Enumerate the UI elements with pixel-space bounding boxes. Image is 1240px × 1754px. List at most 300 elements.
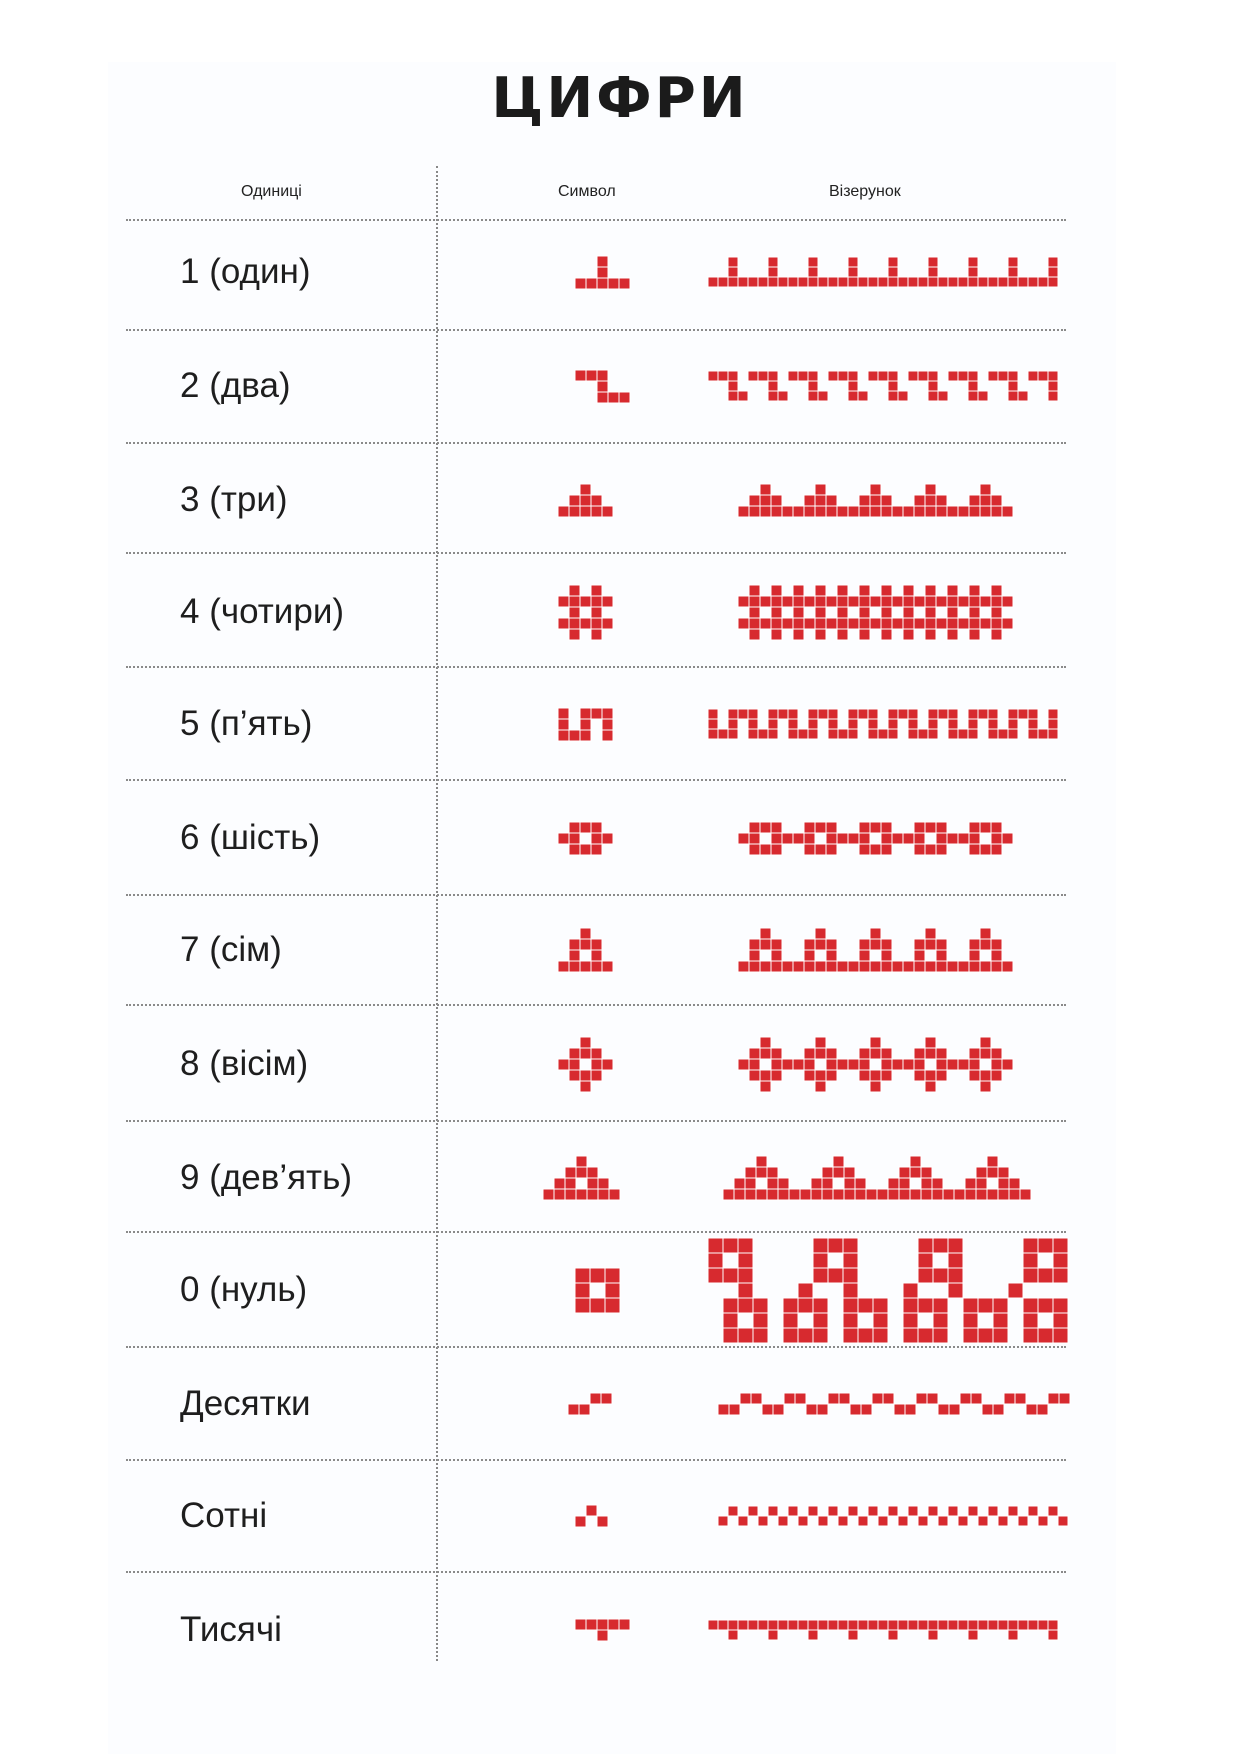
motif-cell: [597, 381, 608, 392]
row-label-zero: 0 (нуль): [180, 1270, 308, 1309]
symbol-nine: [543, 1156, 620, 1200]
pattern-five: [708, 709, 1058, 739]
motif-cell: [948, 1238, 963, 1253]
motif-cell: [760, 596, 771, 607]
motif-cell: [918, 1238, 933, 1253]
symbol-two: [575, 370, 630, 403]
motif-cell: [758, 371, 768, 381]
row-separator: [126, 1459, 1066, 1461]
motif-cell: [815, 928, 826, 939]
motif-cell: [1008, 1630, 1018, 1640]
motif-cell: [936, 1048, 947, 1059]
motif-cell: [914, 950, 925, 961]
motif-cell: [778, 709, 788, 719]
motif-cell: [815, 506, 826, 517]
motif-cell: [958, 506, 969, 517]
motif-cell: [723, 1298, 738, 1313]
motif-cell: [899, 1189, 910, 1200]
motif-cell: [859, 618, 870, 629]
motif-cell: [921, 1167, 932, 1178]
motif-cell: [602, 708, 613, 719]
motif-cell: [870, 596, 881, 607]
motif-cell: [838, 371, 848, 381]
motif-cell: [767, 1189, 778, 1200]
motif-cell: [749, 1070, 760, 1081]
motif-cell: [837, 833, 848, 844]
motif-cell: [991, 833, 1002, 844]
motif-cell: [991, 844, 1002, 855]
motif-cell: [848, 618, 859, 629]
motif-cell: [591, 607, 602, 618]
motif-cell: [751, 1393, 762, 1404]
motif-cell: [760, 822, 771, 833]
motif-cell: [788, 709, 798, 719]
motif-cell: [936, 950, 947, 961]
motif-cell: [833, 1156, 844, 1167]
motif-cell: [602, 719, 613, 730]
motif-cell: [826, 1048, 837, 1059]
motif-cell: [591, 1048, 602, 1059]
motif-cell: [844, 1178, 855, 1189]
motif-cell: [968, 381, 978, 391]
motif-cell: [859, 495, 870, 506]
motif-cell: [749, 506, 760, 517]
motif-cell: [738, 1516, 748, 1526]
motif-cell: [813, 1253, 828, 1268]
motif-cell: [978, 709, 988, 719]
motif-cell: [804, 939, 815, 950]
motif-cell: [760, 939, 771, 950]
motif-cell: [918, 1328, 933, 1343]
motif-cell: [848, 1506, 858, 1516]
motif-cell: [1053, 1253, 1068, 1268]
motif-cell: [815, 618, 826, 629]
motif-cell: [818, 1516, 828, 1526]
motif-cell: [870, 961, 881, 972]
motif-cell: [844, 1189, 855, 1200]
motif-cell: [968, 729, 978, 739]
motif-cell: [969, 585, 980, 596]
motif-cell: [878, 1516, 888, 1526]
motif-cell: [718, 277, 728, 287]
motif-cell: [565, 1178, 576, 1189]
symbol-zero: [575, 1268, 620, 1313]
motif-cell: [793, 961, 804, 972]
motif-cell: [760, 495, 771, 506]
motif-cell: [749, 629, 760, 640]
motif-cell: [758, 277, 768, 287]
motif-cell: [903, 1283, 918, 1298]
motif-cell: [968, 391, 978, 401]
motif-cell: [859, 506, 870, 517]
motif-cell: [723, 1238, 738, 1253]
motif-cell: [991, 618, 1002, 629]
motif-cell: [936, 844, 947, 855]
motif-cell: [881, 506, 892, 517]
motif-cell: [914, 1059, 925, 1070]
motif-cell: [826, 506, 837, 517]
motif-cell: [925, 1048, 936, 1059]
motif-cell: [728, 391, 738, 401]
motif-cell: [928, 1630, 938, 1640]
motif-cell: [1002, 1059, 1013, 1070]
motif-cell: [558, 961, 569, 972]
motif-cell: [748, 729, 758, 739]
motif-cell: [738, 833, 749, 844]
motif-cell: [558, 506, 569, 517]
motif-cell: [813, 1268, 828, 1283]
motif-cell: [723, 1268, 738, 1283]
motif-cell: [837, 618, 848, 629]
motif-cell: [575, 1516, 586, 1527]
motif-cell: [918, 729, 928, 739]
motif-cell: [910, 1167, 921, 1178]
motif-cell: [1023, 1268, 1038, 1283]
motif-cell: [1004, 1393, 1015, 1404]
motif-cell: [569, 1048, 580, 1059]
motif-cell: [928, 391, 938, 401]
motif-cell: [591, 939, 602, 950]
motif-cell: [580, 484, 591, 495]
pattern-thousands: [708, 1620, 1058, 1640]
motif-cell: [978, 391, 988, 401]
motif-cell: [1038, 1298, 1053, 1313]
motif-cell: [718, 371, 728, 381]
row-separator: [126, 552, 1066, 554]
motif-cell: [748, 1620, 758, 1630]
motif-cell: [948, 1620, 958, 1630]
motif-cell: [586, 370, 597, 381]
motif-cell: [1048, 371, 1058, 381]
motif-cell: [958, 833, 969, 844]
motif-cell: [804, 1048, 815, 1059]
motif-cell: [771, 629, 782, 640]
motif-cell: [947, 596, 958, 607]
motif-cell: [767, 1178, 778, 1189]
motif-cell: [778, 391, 788, 401]
motif-cell: [608, 278, 619, 289]
motif-cell: [1037, 1404, 1048, 1415]
motif-cell: [591, 618, 602, 629]
column-divider: [436, 166, 438, 1661]
row-label-two: 2 (два): [180, 366, 291, 405]
motif-cell: [870, 928, 881, 939]
motif-cell: [998, 1178, 1009, 1189]
motif-cell: [938, 1404, 949, 1415]
motif-cell: [1018, 1516, 1028, 1526]
motif-cell: [969, 961, 980, 972]
motif-cell: [756, 1189, 767, 1200]
motif-cell: [837, 585, 848, 596]
motif-cell: [1009, 1178, 1020, 1189]
row-separator: [126, 219, 1066, 221]
motif-cell: [1038, 277, 1048, 287]
motif-cell: [815, 629, 826, 640]
pattern-one: [708, 257, 1058, 287]
motif-cell: [932, 1178, 943, 1189]
motif-cell: [793, 607, 804, 618]
motif-cell: [855, 1189, 866, 1200]
motif-cell: [826, 618, 837, 629]
motif-cell: [988, 1620, 998, 1630]
motif-cell: [782, 596, 793, 607]
motif-cell: [723, 1313, 738, 1328]
motif-cell: [954, 1189, 965, 1200]
motif-cell: [580, 708, 591, 719]
motif-cell: [848, 1620, 858, 1630]
motif-cell: [1023, 1298, 1038, 1313]
motif-cell: [903, 506, 914, 517]
motif-cell: [808, 277, 818, 287]
motif-cell: [708, 1253, 723, 1268]
motif-cell: [575, 1298, 590, 1313]
motif-cell: [878, 729, 888, 739]
motif-cell: [1002, 618, 1013, 629]
pattern-nine: [723, 1156, 1031, 1200]
motif-cell: [591, 961, 602, 972]
row-separator: [126, 329, 1066, 331]
motif-cell: [826, 1059, 837, 1070]
motif-cell: [793, 1059, 804, 1070]
motif-cell: [760, 1081, 771, 1092]
motif-cell: [783, 1313, 798, 1328]
motif-cell: [760, 618, 771, 629]
motif-cell: [903, 1313, 918, 1328]
motif-cell: [738, 1268, 753, 1283]
motif-cell: [858, 391, 868, 401]
motif-cell: [778, 1189, 789, 1200]
motif-cell: [1008, 391, 1018, 401]
motif-cell: [859, 950, 870, 961]
motif-cell: [855, 1178, 866, 1189]
motif-cell: [925, 928, 936, 939]
motif-cell: [788, 719, 798, 729]
motif-cell: [980, 1070, 991, 1081]
motif-cell: [1028, 1506, 1038, 1516]
motif-cell: [881, 939, 892, 950]
motif-cell: [1028, 1620, 1038, 1630]
motif-cell: [848, 719, 858, 729]
motif-cell: [976, 1189, 987, 1200]
motif-cell: [591, 1070, 602, 1081]
motif-cell: [1008, 719, 1018, 729]
motif-cell: [828, 1393, 839, 1404]
motif-cell: [859, 596, 870, 607]
motif-cell: [868, 1620, 878, 1630]
motif-cell: [916, 1393, 927, 1404]
motif-cell: [586, 1505, 597, 1516]
motif-cell: [870, 618, 881, 629]
motif-cell: [969, 629, 980, 640]
motif-cell: [908, 729, 918, 739]
motif-cell: [969, 1070, 980, 1081]
motif-cell: [793, 506, 804, 517]
motif-cell: [598, 1178, 609, 1189]
motif-cell: [958, 596, 969, 607]
motif-cell: [1048, 391, 1058, 401]
motif-cell: [908, 1506, 918, 1516]
motif-cell: [858, 1298, 873, 1313]
motif-cell: [976, 1178, 987, 1189]
motif-cell: [771, 1070, 782, 1081]
motif-cell: [1008, 257, 1018, 267]
motif-cell: [848, 729, 858, 739]
motif-cell: [948, 709, 958, 719]
motif-cell: [580, 730, 591, 741]
motif-cell: [843, 1283, 858, 1298]
motif-cell: [947, 833, 958, 844]
motif-cell: [762, 1404, 773, 1415]
motif-cell: [998, 371, 1008, 381]
motif-cell: [943, 1189, 954, 1200]
motif-cell: [580, 1070, 591, 1081]
motif-cell: [982, 1404, 993, 1415]
motif-cell: [870, 822, 881, 833]
motif-cell: [859, 833, 870, 844]
motif-cell: [881, 1070, 892, 1081]
motif-cell: [928, 719, 938, 729]
motif-cell: [988, 277, 998, 287]
motif-cell: [859, 822, 870, 833]
motif-cell: [888, 1620, 898, 1630]
row-separator: [126, 1120, 1066, 1122]
motif-cell: [822, 1167, 833, 1178]
column-header-pattern: Візерунок: [829, 183, 901, 200]
motif-cell: [804, 961, 815, 972]
motif-cell: [910, 1156, 921, 1167]
motif-cell: [815, 484, 826, 495]
motif-cell: [837, 506, 848, 517]
motif-cell: [963, 1298, 978, 1313]
motif-cell: [914, 833, 925, 844]
motif-cell: [808, 391, 818, 401]
motif-cell: [795, 1393, 806, 1404]
motif-cell: [936, 1059, 947, 1070]
motif-cell: [738, 618, 749, 629]
motif-cell: [932, 1189, 943, 1200]
motif-cell: [843, 1313, 858, 1328]
motif-cell: [1018, 709, 1028, 719]
motif-cell: [908, 719, 918, 729]
motif-cell: [749, 844, 760, 855]
motif-cell: [826, 495, 837, 506]
motif-cell: [771, 1048, 782, 1059]
motif-cell: [771, 607, 782, 618]
motif-cell: [892, 833, 903, 844]
motif-cell: [1048, 1630, 1058, 1640]
motif-cell: [848, 506, 859, 517]
motif-cell: [888, 391, 898, 401]
motif-cell: [948, 1253, 963, 1268]
motif-cell: [728, 719, 738, 729]
motif-cell: [1053, 1268, 1068, 1283]
motif-cell: [987, 1167, 998, 1178]
motif-cell: [579, 1404, 590, 1415]
motif-cell: [968, 267, 978, 277]
motif-cell: [708, 277, 718, 287]
motif-cell: [718, 1404, 729, 1415]
motif-cell: [760, 1037, 771, 1048]
motif-cell: [788, 371, 798, 381]
motif-cell: [708, 1238, 723, 1253]
motif-cell: [958, 961, 969, 972]
motif-cell: [778, 1620, 788, 1630]
motif-cell: [1038, 1268, 1053, 1283]
motif-cell: [949, 1404, 960, 1415]
symbol-five: [558, 708, 613, 741]
motif-cell: [925, 484, 936, 495]
motif-cell: [839, 1393, 850, 1404]
motif-cell: [938, 1516, 948, 1526]
motif-cell: [758, 1620, 768, 1630]
motif-cell: [843, 1298, 858, 1313]
motif-cell: [837, 1059, 848, 1070]
motif-cell: [881, 585, 892, 596]
motif-cell: [878, 371, 888, 381]
column-header-units: Одиниці: [241, 183, 302, 200]
motif-cell: [718, 1516, 728, 1526]
motif-cell: [843, 1253, 858, 1268]
motif-cell: [978, 1328, 993, 1343]
motif-cell: [948, 1268, 963, 1283]
motif-cell: [888, 1189, 899, 1200]
motif-cell: [565, 1167, 576, 1178]
motif-cell: [928, 381, 938, 391]
motif-cell: [870, 1070, 881, 1081]
motif-cell: [925, 495, 936, 506]
motif-cell: [597, 370, 608, 381]
motif-cell: [815, 1037, 826, 1048]
motif-cell: [848, 277, 858, 287]
motif-cell: [580, 506, 591, 517]
motif-cell: [921, 1189, 932, 1200]
motif-cell: [778, 1516, 788, 1526]
motif-cell: [868, 371, 878, 381]
motif-cell: [947, 629, 958, 640]
motif-cell: [558, 618, 569, 629]
motif-cell: [608, 392, 619, 403]
motif-cell: [905, 1404, 916, 1415]
motif-cell: [734, 1189, 745, 1200]
motif-cell: [1028, 277, 1038, 287]
motif-cell: [576, 1156, 587, 1167]
motif-cell: [728, 277, 738, 287]
motif-cell: [590, 1268, 605, 1283]
motif-cell: [848, 709, 858, 719]
motif-cell: [576, 1167, 587, 1178]
motif-cell: [908, 371, 918, 381]
row-label-nine: 9 (дев’ять): [180, 1158, 352, 1197]
motif-cell: [576, 1189, 587, 1200]
motif-cell: [870, 1081, 881, 1092]
motif-cell: [848, 391, 858, 401]
motif-cell: [978, 1516, 988, 1526]
motif-cell: [969, 1048, 980, 1059]
motif-cell: [793, 596, 804, 607]
motif-cell: [788, 277, 798, 287]
motif-cell: [580, 495, 591, 506]
motif-cell: [758, 1516, 768, 1526]
motif-cell: [569, 596, 580, 607]
motif-cell: [998, 277, 1008, 287]
motif-cell: [969, 607, 980, 618]
motif-cell: [1053, 1313, 1068, 1328]
motif-cell: [892, 961, 903, 972]
motif-cell: [948, 371, 958, 381]
motif-cell: [969, 950, 980, 961]
motif-cell: [1048, 709, 1058, 719]
page-title: ЦИФРИ: [491, 66, 749, 131]
